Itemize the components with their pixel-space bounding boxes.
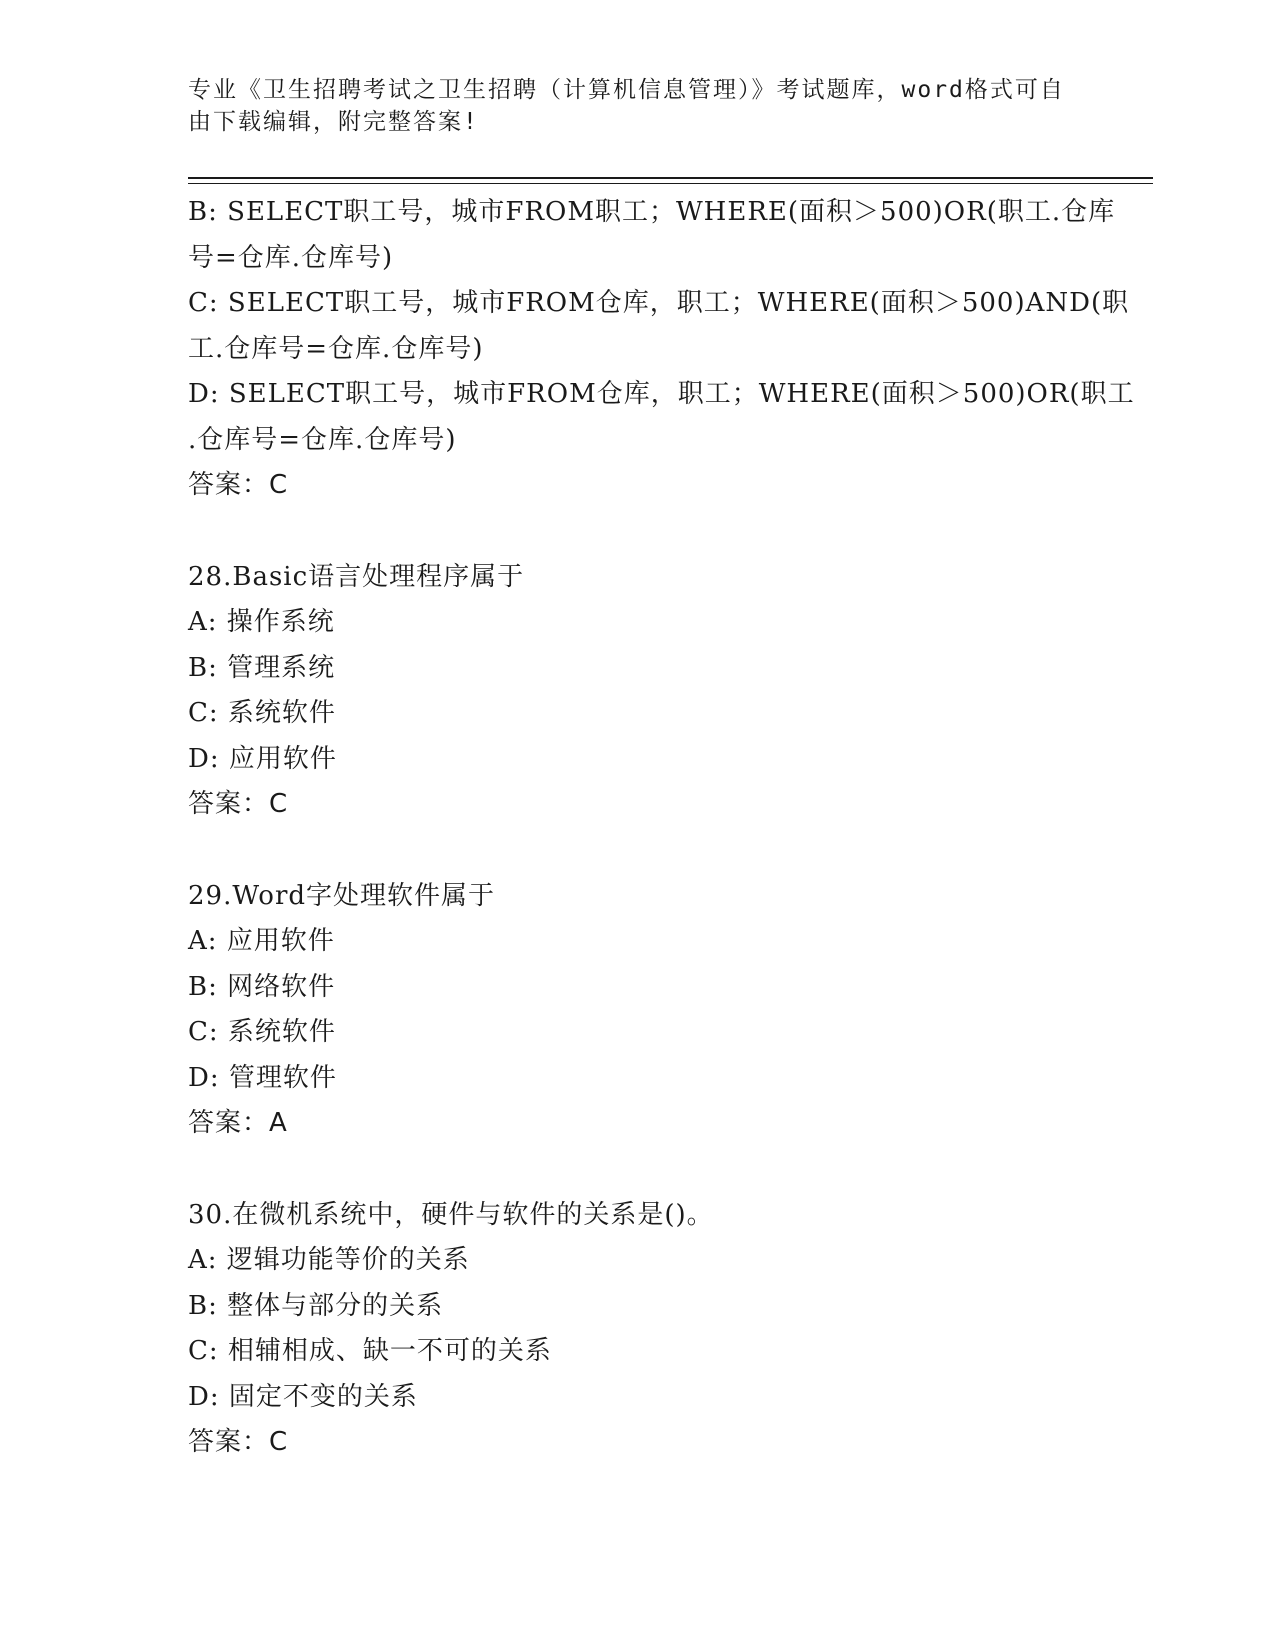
question-28-text: 28.Basic语言处理程序属于 xyxy=(188,561,525,592)
header-divider-thick xyxy=(188,177,1153,179)
option-c: C: 相辅相成、缺一不可的关系 xyxy=(188,1336,552,1366)
option-b-line-1: B: SELECT职工号，城市FROM职工；WHERE(面积＞500)OR(职工.仓库 xyxy=(188,197,1116,227)
answer-27: 答案：C xyxy=(188,470,289,500)
answer-29: 答案：A xyxy=(188,1108,288,1138)
spacer xyxy=(188,1147,1088,1193)
option-d: D: 管理软件 xyxy=(188,1062,337,1093)
option-d-line-2: .仓库号=仓库.仓库号) xyxy=(188,424,457,455)
answer-30: 答案：C xyxy=(188,1427,289,1457)
option-a: A: 应用软件 xyxy=(188,926,335,956)
option-d: D: 应用软件 xyxy=(188,743,337,774)
option-a: A: 操作系统 xyxy=(188,607,335,637)
option-b: B: 管理系统 xyxy=(188,652,336,683)
header-divider-thin xyxy=(188,183,1153,184)
question-list xyxy=(188,190,1135,1466)
option-b: B: 整体与部分的关系 xyxy=(188,1290,444,1321)
option-d-line-1: D: SELECT职工号，城市FROM仓库，职工；WHERE(面积＞500)OR(职工 xyxy=(188,379,1135,409)
document-header xyxy=(188,74,1068,138)
question-30-text: 30.在微机系统中，硬件与软件的关系是()。 xyxy=(188,1199,714,1230)
question-block-30 xyxy=(188,1193,1088,1466)
spacer xyxy=(188,509,1088,555)
option-c: C: 系统软件 xyxy=(188,1017,336,1047)
question-block-28 xyxy=(188,555,1088,828)
question-block-27 xyxy=(188,190,1135,509)
header-line-2: 由下载编辑，附完整答案! xyxy=(188,109,479,135)
header-line-1: 专业《卫生招聘考试之卫生招聘（计算机信息管理）》考试题库，word格式可自 xyxy=(188,77,1065,103)
option-c-line-1: C: SELECT职工号，城市FROM仓库，职工；WHERE(面积＞500)AND(职 xyxy=(188,288,1130,318)
answer-28: 答案：C xyxy=(188,789,289,819)
option-c-line-2: 工.仓库号=仓库.仓库号) xyxy=(188,333,484,364)
option-d: D: 固定不变的关系 xyxy=(188,1381,418,1412)
question-block-29 xyxy=(188,874,1088,1147)
question-29-text: 29.Word字处理软件属于 xyxy=(188,880,496,911)
option-b: B: 网络软件 xyxy=(188,971,336,1002)
option-c: C: 系统软件 xyxy=(188,698,336,728)
option-b-line-2: 号=仓库.仓库号) xyxy=(188,242,394,273)
option-a: A: 逻辑功能等价的关系 xyxy=(188,1245,470,1275)
spacer xyxy=(188,828,1088,874)
